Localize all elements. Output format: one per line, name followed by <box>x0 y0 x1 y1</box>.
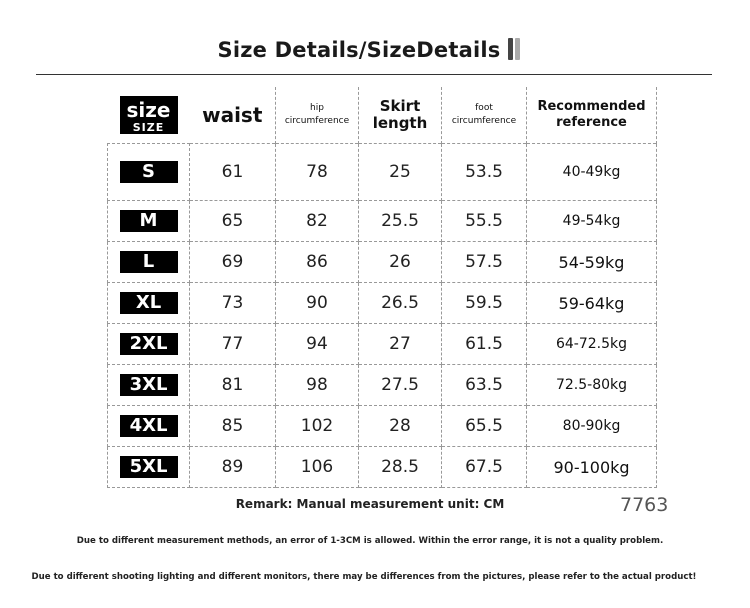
recommended-cell: 40-49kg <box>527 144 657 201</box>
recommended-cell: 72.5-80kg <box>527 365 657 406</box>
size-header-label: size <box>126 97 171 122</box>
title-divider <box>36 74 712 75</box>
header-foot-label <box>452 102 516 129</box>
recommended-cell: 59-64kg <box>527 283 657 324</box>
waist-cell: 69 <box>190 242 276 283</box>
header-hip-label <box>285 102 349 129</box>
size-badge: 5XL <box>120 456 178 478</box>
hip-cell: 98 <box>276 365 359 406</box>
hip-cell: 94 <box>276 324 359 365</box>
recommended-cell: 80-90kg <box>527 406 657 447</box>
size-badge: 3XL <box>120 374 178 396</box>
foot-cell: 61.5 <box>442 324 527 365</box>
size-badge: M <box>120 210 178 232</box>
header-skirt-length-label <box>373 98 428 131</box>
size-badge: 4XL <box>120 415 178 437</box>
waist-cell: 61 <box>190 144 276 201</box>
hip-cell: 78 <box>276 144 359 201</box>
foot-cell: 57.5 <box>442 242 527 283</box>
recommended-cell: 90-100kg <box>527 447 657 488</box>
waist-cell: 85 <box>190 406 276 447</box>
skirt-length-cell: 28.5 <box>359 447 442 488</box>
measurement-error-note: Due to different measurement methods, an error of 1-3CM is allowed. Within the error range, it is not a quality problem. <box>76 536 664 546</box>
header-foot-line1: foot <box>475 102 493 113</box>
size-badge: S <box>120 161 178 183</box>
header-skirt-line2: length <box>372 113 428 132</box>
hip-cell: 106 <box>276 447 359 488</box>
foot-cell: 53.5 <box>442 144 527 201</box>
table-header-row <box>108 87 657 144</box>
size-badge: L <box>120 251 178 273</box>
waist-cell: 73 <box>190 283 276 324</box>
hip-cell: 90 <box>276 283 359 324</box>
header-hip-line2: circumference <box>284 116 350 126</box>
title-bars-icon <box>508 38 522 60</box>
foot-cell: 63.5 <box>442 365 527 406</box>
header-recommended-line2: reference <box>556 115 627 130</box>
recommended-cell: 49-54kg <box>527 201 657 242</box>
table-row <box>108 365 657 406</box>
table-row <box>108 242 657 283</box>
header-waist-label: waist <box>202 103 263 127</box>
page-title <box>0 38 740 62</box>
remark-text: Remark: Manual measurement unit: CM <box>235 497 505 511</box>
recommended-cell: 54-59kg <box>527 242 657 283</box>
header-hip-line1: hip <box>310 102 324 113</box>
foot-cell: 59.5 <box>442 283 527 324</box>
table-row <box>108 406 657 447</box>
size-badge: XL <box>120 292 178 314</box>
table-row <box>108 283 657 324</box>
skirt-length-cell: 26.5 <box>359 283 442 324</box>
table-row <box>108 324 657 365</box>
foot-cell: 67.5 <box>442 447 527 488</box>
foot-cell: 55.5 <box>442 201 527 242</box>
table-row <box>108 201 657 242</box>
hip-cell: 82 <box>276 201 359 242</box>
header-skirt-length <box>359 87 442 144</box>
foot-cell: 65.5 <box>442 406 527 447</box>
header-recommended <box>527 87 657 144</box>
hip-cell: 102 <box>276 406 359 447</box>
table-row <box>108 144 657 201</box>
size-chart-table <box>107 87 657 488</box>
header-waist <box>190 87 276 144</box>
header-size <box>108 87 190 144</box>
skirt-length-cell: 28 <box>359 406 442 447</box>
header-skirt-line1: Skirt <box>379 97 421 116</box>
size-header-sublabel: SIZE <box>132 120 165 134</box>
waist-cell: 89 <box>190 447 276 488</box>
recommended-cell: 64-72.5kg <box>527 324 657 365</box>
header-foot <box>442 87 527 144</box>
hip-cell: 86 <box>276 242 359 283</box>
skirt-length-cell: 27 <box>359 324 442 365</box>
header-hip <box>276 87 359 144</box>
waist-cell: 81 <box>190 365 276 406</box>
table-row <box>108 447 657 488</box>
skirt-length-cell: 26 <box>359 242 442 283</box>
size-badge: 2XL <box>120 333 178 355</box>
header-foot-line2: circumference <box>451 116 517 126</box>
header-recommended-label <box>537 99 645 130</box>
skirt-length-cell: 25.5 <box>359 201 442 242</box>
waist-cell: 65 <box>190 201 276 242</box>
skirt-length-cell: 27.5 <box>359 365 442 406</box>
size-header-box <box>120 96 178 134</box>
title-text: Size Details/SizeDetails <box>217 38 501 62</box>
lighting-disclaimer-note: Due to different shooting lighting and different monitors, there may be differences from the pictures, please refer to the actual product! <box>31 572 697 582</box>
skirt-length-cell: 25 <box>359 144 442 201</box>
product-code: 7763 <box>620 494 669 516</box>
header-recommended-line1: Recommended <box>537 99 646 115</box>
waist-cell: 77 <box>190 324 276 365</box>
